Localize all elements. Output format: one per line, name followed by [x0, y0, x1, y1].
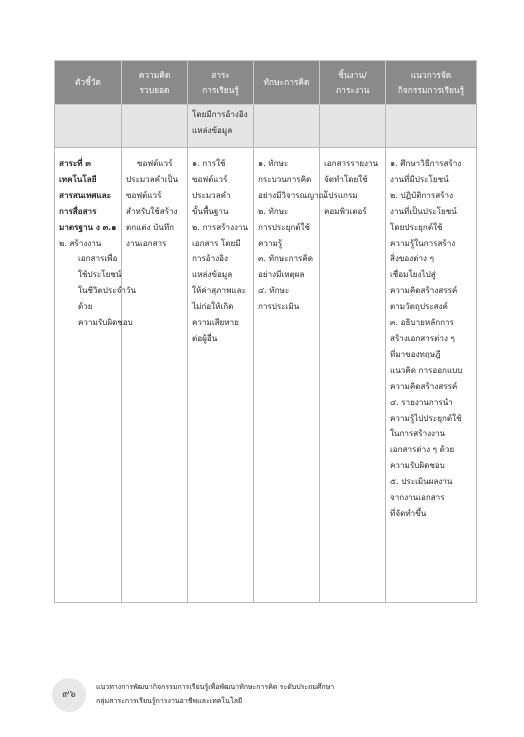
cell-line: ความรับผิดชอบ: [390, 460, 445, 471]
cell-task: [320, 105, 386, 148]
cell-concept: [122, 105, 188, 148]
cell-line: จากงานเอกสาร: [390, 492, 445, 503]
cell-line: ๓. ทักษะการคิด: [258, 253, 314, 264]
cell-line: ๑. ทักษะ: [258, 158, 289, 168]
cell-line: อย่างมีเหตุผล: [258, 269, 305, 280]
footer-line-1: แนวทางการพัฒนากิจกรรมการเรียนรู้เพื่อพัฒนาทักษะการคิด ระดับประถมศึกษา: [96, 683, 335, 691]
cell-line: คอมพิวเตอร์: [324, 205, 367, 216]
table-row-main: [55, 148, 477, 603]
cell-line: ความคิดสร้างสรรค์: [390, 380, 458, 391]
cell-line: จัดทำโดยใช้: [324, 173, 368, 184]
cell-line: แหล่งข้อมูล: [192, 269, 233, 280]
cell-line: การประยุกต์ใช้: [258, 221, 310, 232]
cell-content: [188, 105, 254, 148]
footer-line-2: กลุ่มสาระการเรียนรู้การงานอาชีพและเทคโนโลยี: [96, 697, 243, 705]
header-content: [188, 61, 254, 105]
cell-line: ประมวลคำเป็น: [126, 173, 179, 184]
cell-line: ตามวัตถุประสงค์: [390, 301, 448, 312]
header-text: สาระ: [211, 69, 230, 80]
cell-line: การสื่อสาร: [59, 205, 97, 216]
cell-line: ซอฟต์แวร์: [126, 189, 162, 200]
cell-line: ๒. การสร้างงาน: [192, 221, 249, 232]
header-activities: [386, 61, 477, 105]
cell-line: แนวคิด การออกแบบ: [390, 364, 463, 375]
cell-line: ๒. ปฏิบัติการสร้าง: [390, 189, 454, 200]
cell-concept: [122, 148, 188, 603]
cell-line: อย่างมีวิจารณญาณ: [258, 189, 327, 200]
cell-line: ความรู้ในการสร้าง: [390, 237, 456, 248]
cell-line: โปรแกรม: [324, 189, 358, 200]
header-text: การเรียนรู้: [202, 84, 239, 95]
cell-indicator: [55, 105, 122, 148]
cell-line: ขั้นพื้นฐาน: [192, 205, 229, 216]
cell-line: เชื่อมโยงไปสู่: [390, 269, 436, 280]
cell-line: สำหรับใช้สร้าง: [126, 205, 178, 216]
cell-line: สิ่งของต่าง ๆ: [390, 253, 434, 264]
cell-line: ๕. ประเมินผลงาน: [390, 476, 453, 487]
cell-line: เทคโนโลยี: [59, 173, 97, 184]
header-text: กิจกรรมการเรียนรู้: [397, 84, 465, 95]
cell-line: ๒. ทักษะ: [258, 205, 289, 216]
cell-activities: [386, 148, 477, 603]
cell-activities: [386, 105, 477, 148]
cell-line: โดยประยุกต์ใช้: [390, 221, 443, 232]
page-number: ๙๖: [52, 678, 86, 712]
cell-line: ใช้ประโยชน์: [78, 269, 122, 280]
header-text: ทักษะการคิด: [263, 77, 310, 87]
cell-task: [320, 148, 386, 603]
header-text: ภาระงาน: [335, 84, 370, 95]
cell-line: ไม่ก่อให้เกิด: [192, 301, 234, 312]
cell-line: ในการสร้างงาน: [390, 428, 446, 439]
cell-line: สารสนเทศและ: [59, 189, 112, 200]
cell-line: ความรู้ไปประยุกต์ใช้: [390, 412, 462, 423]
curriculum-table: [54, 60, 477, 603]
curriculum-table-wrapper: [54, 60, 476, 603]
header-text: ชิ้นงาน/: [338, 69, 367, 80]
cell-line: เอกสารต่าง ๆ ด้วย: [390, 444, 455, 455]
cell-line: โดยมีการอ้างอิง: [192, 109, 248, 119]
header-text: รวบยอด: [139, 84, 170, 95]
cell-line: งานที่เป็นประโยชน์: [390, 205, 457, 216]
cell-line: สร้างเอกสารต่าง ๆ: [390, 332, 455, 343]
cell-line: ต่อผู้อื่น: [192, 332, 218, 343]
header-text: แนวการจัด: [410, 69, 452, 80]
header-text: ความคิด: [138, 69, 171, 80]
indicator-heading: [59, 156, 118, 236]
cell-line: ที่จัดทำขึ้น: [390, 507, 427, 518]
indicator-item-text: [59, 251, 136, 331]
cell-line: เอกสาร โดยมี: [192, 237, 241, 248]
cell-line: ความรู้: [258, 237, 283, 248]
cell-line: มาตรฐาน ง ๓.๑: [59, 221, 117, 232]
cell-line: ที่มาของทฤษฎี: [390, 348, 441, 359]
cell-line: ๑. ศึกษาวิธีการสร้าง: [390, 158, 462, 168]
cell-line: ความเสียหาย: [192, 317, 239, 328]
cell-line: ๑. การใช้: [192, 158, 226, 168]
cell-line: ประมวลคำ: [192, 189, 231, 200]
header-task: [320, 61, 386, 105]
cell-thinking-skills: [254, 148, 327, 603]
cell-line: ซอฟต์แวร์: [192, 173, 228, 184]
indicator-item-number: ๒. สร้างงาน: [59, 237, 102, 248]
cell-line: ความคิดสร้างสรรค์: [390, 285, 458, 296]
table-header-row: [55, 61, 477, 105]
cell-line: กระบวนการคิด: [258, 173, 312, 184]
cell-thinking-skills: [254, 105, 320, 148]
cell-line: ให้ค่าสุภาพและ: [192, 285, 246, 296]
footer-title: [96, 680, 334, 708]
table-row-continued: [55, 105, 477, 148]
cell-content: [188, 148, 254, 603]
cell-line: เอกสารเพื่อ: [78, 253, 118, 264]
cell-line: ในชีวิตประจำวัน: [78, 285, 136, 296]
cell-line: ตกแต่ง บันทึก: [126, 221, 175, 232]
header-text: ตัวชี้วัด: [75, 77, 101, 87]
cell-line: ความรับผิดชอบ: [78, 317, 133, 328]
cell-line: สาระที่ ๓: [59, 158, 91, 168]
cell-line: แหล่งข้อมูล: [192, 124, 233, 135]
cell-line: งานที่มีประโยชน์: [390, 173, 449, 184]
cell-line: ซอฟต์แวร์: [137, 158, 173, 168]
header-concept: [122, 61, 188, 105]
cell-line: การประเมิน: [258, 301, 300, 312]
cell-line: ๓. อธิบายหลักการ: [390, 317, 454, 328]
cell-indicator: [55, 148, 136, 603]
cell-line: เอกสารรายงาน: [324, 158, 379, 168]
cell-line: การอ้างอิง: [192, 253, 228, 264]
cell-line: งานเอกสาร: [126, 237, 167, 248]
header-thinking-skills: [254, 61, 320, 105]
cell-line: ด้วย: [78, 301, 93, 312]
cell-line: ๔. รายงานการนำ: [390, 396, 453, 407]
header-indicator: [55, 61, 122, 105]
cell-line: ๔. ทักษะ: [258, 285, 290, 296]
